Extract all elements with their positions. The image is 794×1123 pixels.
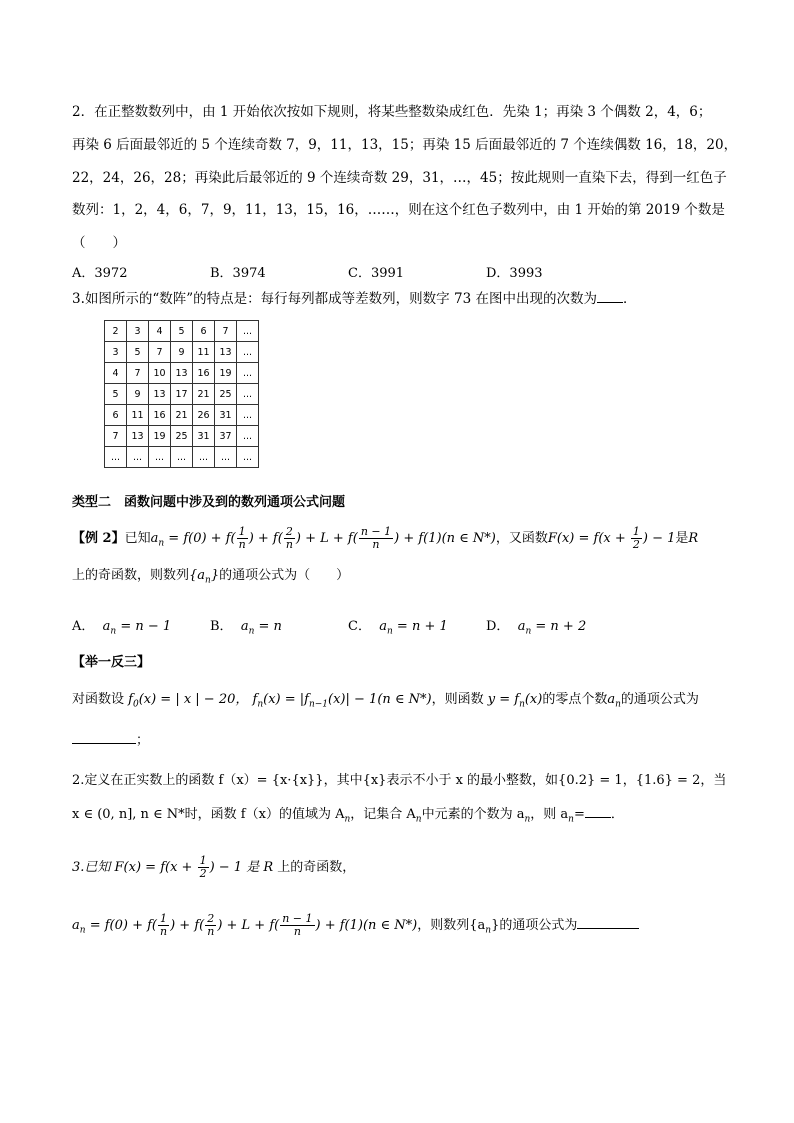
formula-part: ) + f(1)(n ∈ N*) [394,531,496,547]
grid-cell: 26 [193,405,215,426]
text: 中元素的个数为 a [421,807,525,822]
grid-cell: 13 [127,426,149,447]
grid-cell: ... [237,363,259,384]
text: }的通项公式为 [491,918,578,933]
grid-cell: ... [149,447,171,468]
formula-part: (x) = | x | − 20， [138,692,253,707]
question-2-options [72,262,592,282]
text: ； [136,732,150,748]
grid-cell: 6 [193,321,215,342]
grid-cell: ... [193,447,215,468]
formula-part: ) + L + f( [217,918,280,933]
text: 上的奇函数， [273,860,356,875]
question-2-line-2: 再染 6 后面最邻近的 5 个连续奇数 7，9，11，13，15；再染 15 后面最邻近的 7 个连续偶数 16，18，20， [72,136,738,153]
grid-cell: 21 [171,405,193,426]
text: ，记集合 A [350,807,416,822]
practice-3: 3.已知 F(x) = f(x + $\frac{1}{2}$ ) − 1 是 R 上的奇函数， $a_n = f(0) + f$( $\frac{1}{n}$ ) + f( $\frac{2}{n}$ ) + L + f( $\frac{n - 1}{n}$ ) + f(1)(n ∈ N*)，则数列$\{a_n\}$的通项公式为 [72,854,722,945]
text: ，则函数 [431,692,488,707]
grid-row [105,426,259,447]
grid-cell: 16 [149,405,171,426]
text: ，则 a [530,807,569,822]
formula-part: (x) [524,692,543,707]
fraction: $\frac{1}{n}$ [238,525,246,552]
formula-part: ) + f( [170,918,205,933]
grid-cell: 4 [149,321,171,342]
example-tag: 【例 2】 [72,531,125,547]
grid-cell: 11 [127,405,149,426]
grid-cell: 31 [215,405,237,426]
formula-part: ) − 1 是 [209,860,264,875]
seq: {a [189,567,206,583]
answer-blank [585,817,611,818]
grid-row [105,342,259,363]
formula-part: (x) = |f [263,692,309,707]
formula-part: ) + f( [248,531,283,547]
grid-cell: 37 [215,426,237,447]
text: 对函数设 [72,692,129,707]
option-b: B． $a_n = n$ [210,619,282,637]
question-2-line-3: 22，24，26，28；再染此后最邻近的 9 个连续奇数 29，31，…，45；按此规则一直染下去，得到一红色子 [72,169,727,186]
fraction: $\frac{2}{n}$ [285,525,293,552]
grid-cell: 3 [105,342,127,363]
option-d: D．3993 [486,266,543,281]
text: ，又函数 [495,531,548,547]
grid-cell: ... [237,405,259,426]
text: = [573,807,585,822]
formula-part: y = f [487,692,520,707]
fraction: $\frac{n - 1}{n}$ [282,911,313,938]
fraction: $\frac{1}{n}$ [160,911,168,938]
answer-blank [577,928,639,929]
question-2-line-5: （ ） [72,235,126,252]
text: 是 [675,531,689,547]
practice-1: 对函数设 $f_0(x)$ = | x | − 20， $f_n(x) = |f_{n-1}(x)| - 1(n$ ∈ N*)，则函数 $y = f_n(x)$的零点个数$a_n$的通项公式为 ； [72,692,699,748]
formula-part: ) + L + f( [295,531,358,547]
grid-cell: 25 [215,384,237,405]
grid-cell: 13 [215,342,237,363]
grid-cell: ... [237,321,259,342]
grid-cell: 9 [127,384,149,405]
text: x ∈ (0, n], n ∈ N*时，函数 f（x）的值域为 A [72,807,345,822]
grid-cell: 2 [105,321,127,342]
grid-cell: 3 [127,321,149,342]
fraction: $\frac{n - 1}{n}$ [360,525,392,552]
example-known: 已知 [124,531,151,547]
example-2-options [72,615,632,635]
question-3-text: 3.如图所示的“数阵”的特点是：每行每列都成等差数列，则数字 73 在图中出现的次数为 [72,291,597,307]
fraction: $\frac{2}{n}$ [207,911,215,938]
question-3 [72,288,722,310]
formula-part: F(x) = f(x + [547,531,630,547]
text: 的零点个数 [542,692,608,707]
grid-cell: 19 [149,426,171,447]
f-n: f [252,692,258,707]
formula-part: ) − 1 [642,531,676,547]
grid-cell: 6 [105,405,127,426]
grid-cell: 5 [127,342,149,363]
text: 上的奇函数，则数列 [72,567,190,583]
formula-part: (x)| − 1(n ∈ N*) [328,692,432,707]
text: ，则数列{a [417,918,486,933]
grid-row [105,405,259,426]
answer-blank [72,743,136,744]
grid-cell: ... [237,447,259,468]
grid-cell: 10 [149,363,171,384]
a-n: a [607,692,616,707]
grid-cell: 11 [193,342,215,363]
f-zero: f [128,692,133,707]
section-heading: 类型二 函数问题中涉及到的数列通项公式问题 [72,495,346,510]
grid-cell: ... [237,384,259,405]
grid-cell: 13 [171,363,193,384]
text: 的通项公式为（ ） [219,567,350,583]
text: 的通项公式为 [620,692,699,707]
a-n-sub: n [158,538,165,549]
option-b: B．3974 [210,266,266,281]
question-2-line-1: 2．在正整数数列中，由 1 开始依次按如下规则，将某些整数染成红色．先染 1；再染 3 个偶数 2，4，6； [72,104,712,120]
fraction: $\frac{1}{2}$ [199,853,207,880]
practice-2-line-1: 2.定义在正实数上的函数 f（x）= {x·{x}}，其中{x}表示不小于 x 的最小整数，如{0.2} = 1，{1.6} = 2，当 [72,773,727,788]
number-array-table [104,320,259,468]
question-2 [72,96,738,260]
answer-blank [597,302,623,303]
option-c: C． $a_n = n + 1$ [348,619,448,637]
grid-cell: ... [127,447,149,468]
grid-cell: 16 [193,363,215,384]
grid-cell: 7 [215,321,237,342]
practice-2: 2.定义在正实数上的函数 f（x）= {x·{x}}，其中{x}表示不小于 x 的最小整数，如{0.2} = 1，{1.6} = 2，当 x ∈ (0, n], n ∈ N*时，函数 f（x）的值域为 $A_n$，记集合 $A_n$中元素的个数为 $a_n$，则 $a_n=$ ． [72,764,722,837]
grid-row [105,363,259,384]
formula-part: 3.已知 F(x) = f(x + [72,860,197,875]
grid-cell: ... [171,447,193,468]
grid-row [105,384,259,405]
r-symbol: R [263,860,274,875]
grid-cell: 5 [171,321,193,342]
grid-cell: 17 [171,384,193,405]
formula-part: ) + f(1)(n ∈ N*) [315,918,418,933]
grid-cell: 19 [215,363,237,384]
formula-part: = f(0) + f( [164,531,236,547]
option-a: A． $a_n = n - 1$ [72,619,172,637]
grid-row [105,321,259,342]
grid-row [105,447,259,468]
grid-cell: ... [105,447,127,468]
grid-cell: 25 [171,426,193,447]
grid-cell: 7 [105,426,127,447]
grid-cell: 21 [193,384,215,405]
a-n: a [150,531,159,547]
grid-cell: 7 [127,363,149,384]
grid-cell: 9 [171,342,193,363]
grid-cell: ... [237,342,259,363]
text: ． [610,807,624,822]
grid-cell: 5 [105,384,127,405]
question-3-end: ． [622,291,637,307]
grid-cell: 31 [193,426,215,447]
grid-cell: 7 [149,342,171,363]
grid-cell: ... [237,426,259,447]
a-n: a [72,918,80,933]
r-symbol: R [688,531,699,547]
fraction: $\frac{1}{2}$ [632,525,640,552]
option-a: A．3972 [72,266,128,281]
grid-cell: 13 [149,384,171,405]
grid-cell: 4 [105,363,127,384]
option-d: D． $a_n = n + 2$ [486,619,587,637]
practice-heading: 【举一反三】 [72,655,151,670]
option-c: C．3991 [348,266,405,281]
question-2-line-4: 数列：1，2，4，6，7，9，11，13，15，16，……，则在这个红色子数列中，由 1 开始的第 2019 个数是 [72,202,725,219]
formula-part: = f(0) + f( [85,918,157,933]
grid-cell: ... [215,447,237,468]
example-2: 【例 2】已知$a_n = f(0) + f$( $\frac{1}{n}$ ) + f( $\frac{2}{n}$ ) + L + f( $\frac{n - 1}{n}$ ) + f(1)(n ∈ N*)，又函数F(x) = f(x + $\frac{1}{2}$ ) − 1是R 上的奇函数，则数列$\{a_n\}$的通项公式为（ ） [72,525,699,586]
